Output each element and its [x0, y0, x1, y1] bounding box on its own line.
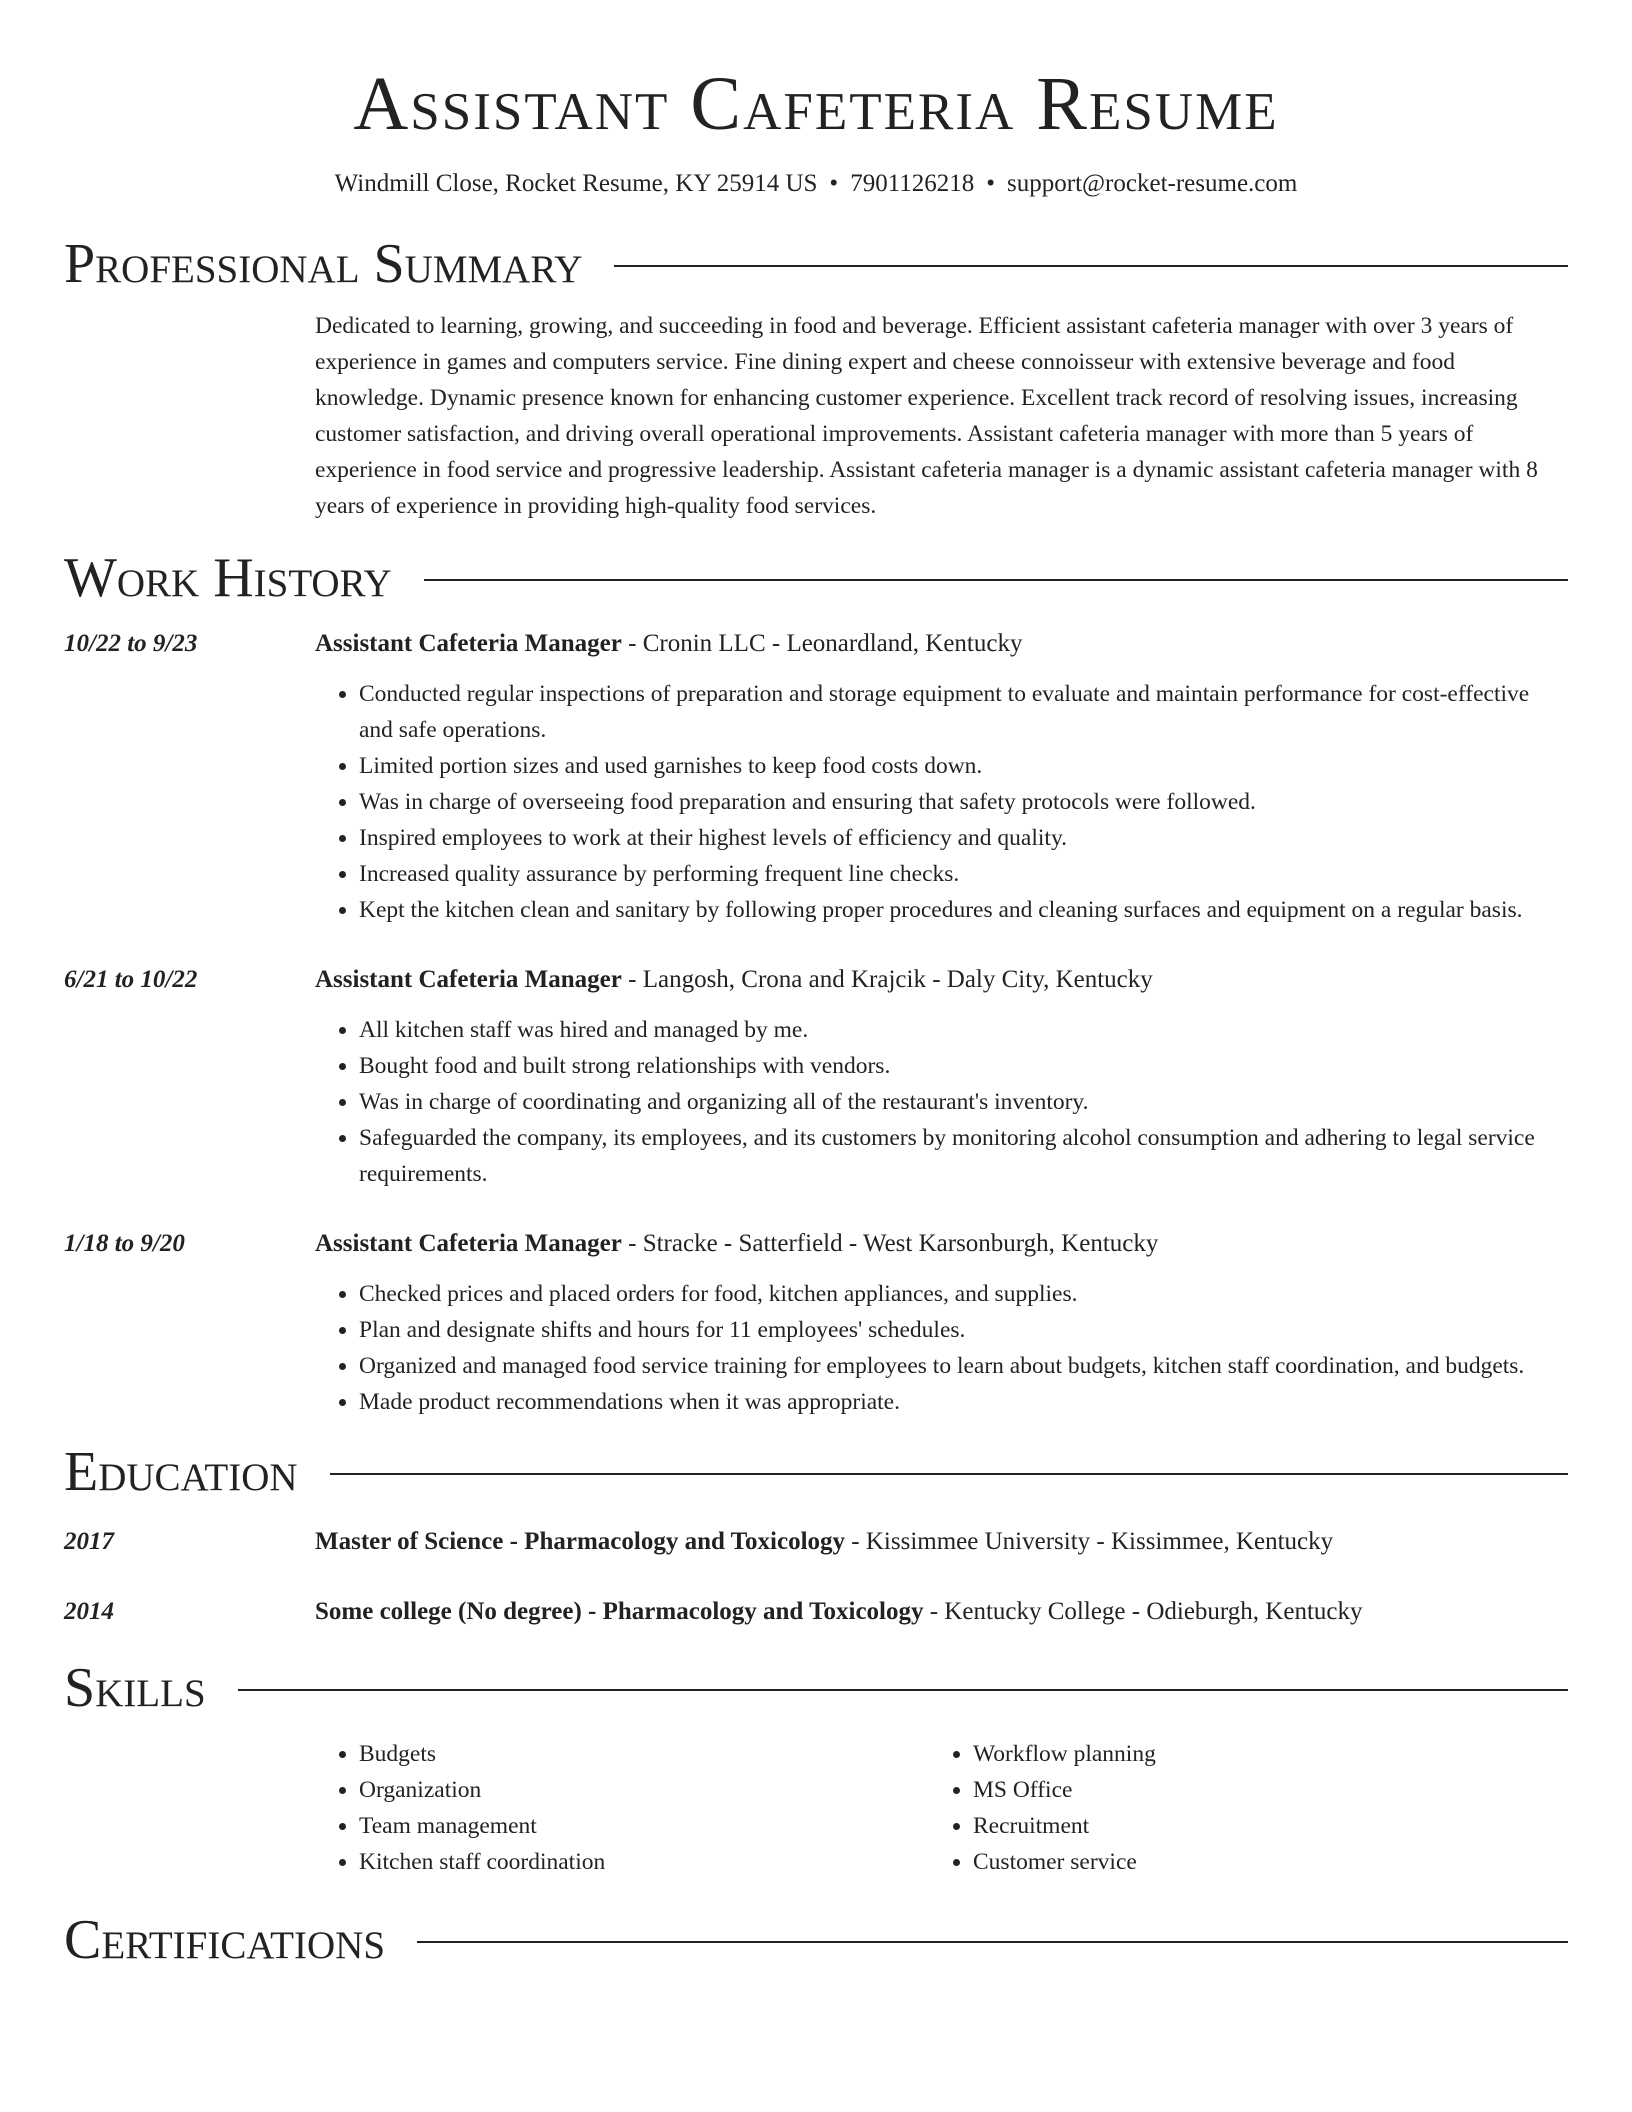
section-divider [330, 1473, 1568, 1475]
job-title-line [315, 962, 1568, 998]
education-entry [64, 1594, 1568, 1630]
contact-phone: 7901126218 [850, 170, 975, 197]
contact-email: support@rocket-resume.com [1007, 170, 1298, 197]
skill-item: • Customer service [973, 1844, 1543, 1880]
section-header-work [64, 544, 1568, 612]
list-item: • Organized and managed food service training for employees to learn about budgets, kitchen staff coordination, and budgets. [359, 1348, 1568, 1384]
job-entry [64, 962, 1568, 1192]
job-duties-list [315, 676, 1568, 928]
contact-line [64, 168, 1568, 200]
section-header-certifications [64, 1906, 1568, 1974]
skill-item: • Budgets [359, 1736, 929, 1772]
skill-item: • Team management [359, 1808, 929, 1844]
list-item: • Was in charge of coordinating and organizing all of the restaurant's inventory. [359, 1084, 1568, 1120]
job-entry [64, 1226, 1568, 1420]
list-item: • Plan and designate shifts and hours for 11 employees' schedules. [359, 1312, 1568, 1348]
education-school: - Kissimmee University - Kissimmee, Kentucky [845, 1528, 1334, 1555]
job-title-line [315, 626, 1568, 662]
skills-list-left [315, 1736, 929, 1880]
resume-name: Assistant Cafeteria Resume [353, 62, 1279, 146]
section-divider [424, 579, 1568, 581]
education-detail [315, 1594, 1363, 1630]
skills-columns [315, 1736, 1568, 1880]
job-title: Assistant Cafeteria Manager [315, 630, 622, 657]
list-item: • Safeguarded the company, its employees, and its customers by monitoring alcohol consumption and adhering to legal service requirements. [359, 1120, 1568, 1192]
job-employer: - Langosh, Crona and Krajcik - Daly City, Kentucky [621, 966, 1153, 993]
education-year: 2014 [64, 1598, 114, 1625]
section-title-education: Education [64, 1441, 298, 1503]
skill-item: • MS Office [973, 1772, 1543, 1808]
section-title-work: Work History [64, 547, 392, 609]
education-degree: Master of Science - Pharmacology and Toxicology [315, 1528, 846, 1555]
contact-separator: • [986, 170, 996, 197]
resume-page [64, 0, 1568, 1974]
list-item: • Checked prices and placed orders for food, kitchen appliances, and supplies. [359, 1276, 1568, 1312]
job-duties-list [315, 1276, 1568, 1420]
skill-item: • Workflow planning [973, 1736, 1543, 1772]
contact-separator: • [829, 170, 839, 197]
section-divider [238, 1689, 1568, 1691]
skill-item: • Organization [359, 1772, 929, 1808]
job-employer: - Stracke - Satterfield - West Karsonburgh, Kentucky [621, 1230, 1159, 1257]
section-divider [417, 1941, 1568, 1943]
list-item: • Made product recommendations when it was appropriate. [359, 1384, 1568, 1420]
education-entry [64, 1524, 1568, 1560]
list-item: • Inspired employees to work at their highest levels of efficiency and quality. [359, 820, 1568, 856]
education-school: - Kentucky College - Odieburgh, Kentucky [923, 1598, 1363, 1625]
list-item: • Was in charge of overseeing food preparation and ensuring that safety protocols were followed. [359, 784, 1568, 820]
job-entry [64, 626, 1568, 928]
job-dates: 10/22 to 9/23 [64, 630, 198, 657]
job-dates: 1/18 to 9/20 [64, 1230, 185, 1257]
list-item: • All kitchen staff was hired and managed by me. [359, 1012, 1568, 1048]
section-title-certifications: Certifications [64, 1909, 386, 1971]
section-header-summary [64, 230, 1568, 298]
education-detail [315, 1524, 1333, 1560]
job-employer: - Cronin LLC - Leonardland, Kentucky [621, 630, 1023, 657]
summary-text: Dedicated to learning, growing, and succeeding in food and beverage. Efficient assistant cafeteria manager with over 3 years of experience in games and computers service. Fine dining expert and cheese connoisseur with extensive beverage and food knowledge. Dynamic presence known for enhancing customer experience. Excellent track record of resolving issues, increasing customer satisfaction, and driving overall operational improvements. Assistant cafeteria manager with more than 5 years of experience in food service and progressive leadership. Assistant cafeteria manager is a dynamic assistant cafeteria manager with 8 years of experience in providing high-quality food services. [315, 313, 1538, 519]
job-dates: 6/21 to 10/22 [64, 966, 198, 993]
job-title: Assistant Cafeteria Manager [315, 1230, 622, 1257]
skill-item: • Recruitment [973, 1808, 1543, 1844]
list-item: • Kept the kitchen clean and sanitary by following proper procedures and cleaning surfaces and equipment on a regular basis. [359, 892, 1568, 928]
section-title-summary: Professional Summary [64, 233, 583, 295]
section-divider [614, 265, 1568, 267]
contact-address: Windmill Close, Rocket Resume, KY 25914 US [334, 170, 818, 197]
list-item: • Bought food and built strong relationships with vendors. [359, 1048, 1568, 1084]
skills-list-right [929, 1736, 1543, 1880]
job-title: Assistant Cafeteria Manager [315, 966, 622, 993]
education-year: 2017 [64, 1528, 114, 1555]
skill-item: • Kitchen staff coordination [359, 1844, 929, 1880]
section-header-education [64, 1438, 1568, 1506]
list-item: • Limited portion sizes and used garnishes to keep food costs down. [359, 748, 1568, 784]
education-degree: Some college (No degree) - Pharmacology and Toxicology [315, 1598, 924, 1625]
job-title-line [315, 1226, 1568, 1262]
list-item: • Conducted regular inspections of preparation and storage equipment to evaluate and maintain performance for cost-effective and safe operations. [359, 676, 1568, 748]
section-title-skills: Skills [64, 1657, 206, 1719]
section-header-skills [64, 1654, 1568, 1722]
list-item: • Increased quality assurance by performing frequent line checks. [359, 856, 1568, 892]
job-duties-list [315, 1012, 1568, 1192]
